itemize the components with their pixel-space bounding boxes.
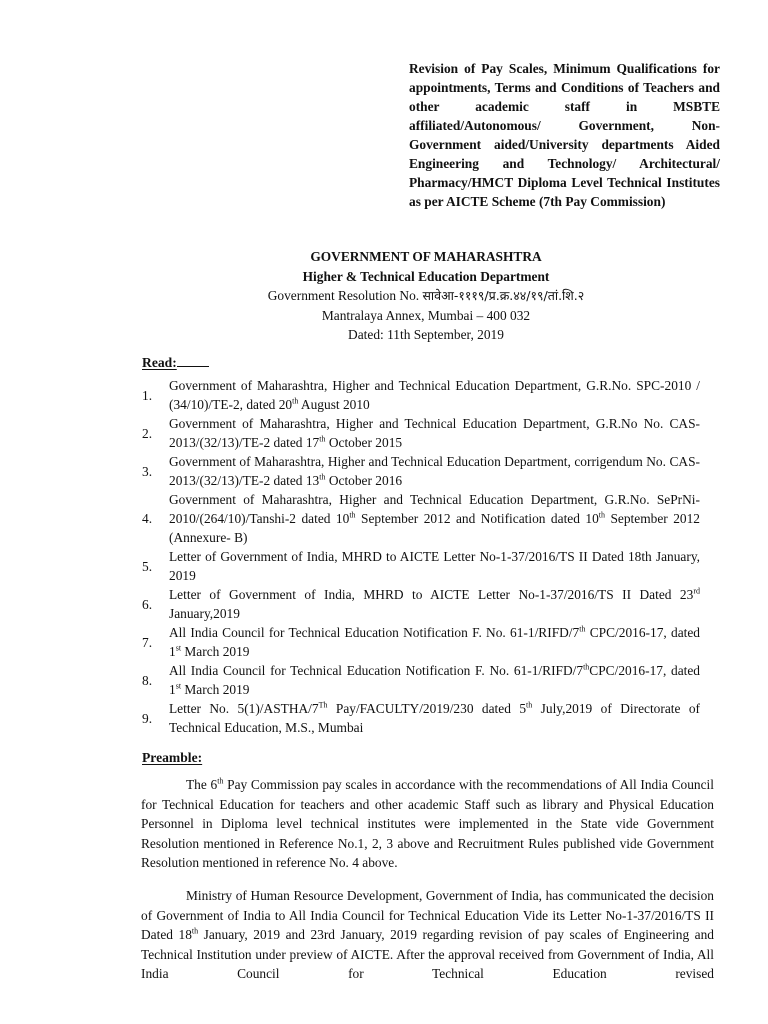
superscript: th [579, 624, 586, 634]
reference-item [140, 699, 700, 737]
reference-text [169, 490, 700, 547]
preamble-paragraph-2 [141, 886, 714, 984]
document-header [140, 247, 712, 345]
text-run: January, 2019 and 23rd January, 2019 regarding revision of pay scales of Engineering and Technical Institution under preview of AICTE. After the approval received from Government of India, All India Council for Technical Education revised [141, 927, 714, 982]
reference-item [140, 452, 700, 490]
text-run: October 2016 [325, 473, 403, 488]
reference-number: 1. [142, 387, 153, 403]
reference-text [169, 376, 700, 414]
text-run: October 2015 [325, 435, 403, 450]
reference-text [169, 547, 700, 585]
text-run: Government of Maharashtra, Higher and Technical Education Department, G.R.No. SePrNi-2010/(264/10)/Tanshi-2 dated 10 [169, 492, 700, 526]
government-name: GOVERNMENT OF MAHARASHTRA [310, 249, 542, 264]
text-run: January,2019 [169, 606, 240, 621]
text-run: Ministry of Human Resource Development, Government of India, has communicated the decision of Government of India to All India Council for Technical Education Vide its Letter No-1-37/2016/TS II Dated 18 [141, 888, 714, 943]
text-run: All India Council for Technical Education Notification F. No. 61-1/RIFD/7 [169, 663, 584, 678]
text-run: July,2019 of Directorate of Technical Education, M.S., Mumbai [169, 701, 701, 735]
reference-number: 6. [142, 596, 153, 612]
superscript: rd [693, 586, 700, 596]
text-run: March 2019 [181, 682, 250, 697]
reference-number: 8. [142, 672, 153, 688]
reference-text [169, 623, 700, 661]
text-run: March 2019 [181, 644, 250, 659]
text-run: CPC/2016-17, dated 1 [169, 663, 700, 697]
office-address: Mantralaya Annex, Mumbai – 400 032 [321, 307, 531, 323]
department-name: Higher & Technical Education Department [302, 268, 550, 284]
text-run: September 2012 and Notification dated 10 [355, 511, 599, 526]
reference-text [169, 699, 700, 737]
superscript: st [175, 643, 182, 653]
superscript: th [349, 510, 356, 520]
reference-text [169, 452, 700, 490]
read-heading-text: Read: [142, 355, 177, 370]
resolution-date: Dated: 11th September, 2019 [348, 327, 504, 342]
resolution-subject: Revision of Pay Scales, Minimum Qualifications for appointments, Terms and Conditions of Teachers and other academic staff in MSBTE affiliated/Autonomous/ Government, Non-Government aided/University departments Aided Engineering and Technology/ Architectural/ Pharmacy/HMCT Diploma Level Technical Institutes as per AICTE Scheme (7th Pay Commission) [409, 61, 720, 209]
text-run: August 2010 [298, 397, 370, 412]
read-heading-underline [177, 355, 209, 367]
read-heading [142, 355, 209, 371]
reference-number: 7. [142, 634, 153, 650]
reference-item [140, 414, 700, 452]
reference-item [140, 585, 700, 623]
resolution-number-line [140, 286, 712, 306]
superscript: th [217, 776, 224, 786]
text-run: Pay Commission pay scales in accordance with the recommendations of All India Council for Technical Education for teachers and other academic Staff such as library and Physical Education Personnel in Diploma level technical institutes were implemented in the State vide Government Resolution mentioned in Reference No.1, 2, 3 above and Recruitment Rules published vide Government Resolution mentioned in reference No. 4 above. [141, 777, 714, 871]
superscript: Th [318, 700, 328, 710]
reference-text [169, 661, 700, 699]
text-run: CPC/2016-17, dated 1 [169, 625, 701, 659]
resolution-prefix: Government Resolution No. [267, 288, 420, 303]
reference-list [140, 376, 700, 737]
superscript: th [583, 662, 590, 672]
reference-text [169, 585, 700, 623]
reference-item [140, 547, 700, 585]
reference-item [140, 623, 700, 661]
text-run: All India Council for Technical Education Notification F. No. 61-1/RIFD/7 [169, 625, 580, 640]
reference-number: 2. [142, 425, 153, 441]
text-run: Pay/FACULTY/2019/230 dated 5 [327, 701, 527, 716]
superscript: th [319, 434, 326, 444]
text-run: Letter of Government of India, MHRD to AICTE Letter No-1-37/2016/TS II Dated 23 [169, 587, 694, 602]
reference-text [169, 414, 700, 452]
reference-number: 9. [142, 710, 153, 726]
preamble-paragraph-1 [141, 775, 714, 873]
superscript: th [598, 510, 606, 520]
superscript: th [526, 700, 533, 710]
reference-number: 5. [142, 558, 153, 574]
superscript: th [191, 926, 199, 936]
reference-number: 4. [142, 511, 153, 526]
text-run: Government of Maharashtra, Higher and Technical Education Department, G.R.No No. CAS-2013/(32/13)/TE-2 dated 17 [169, 416, 700, 450]
text-run: September 2012 (Annexure- B) [169, 511, 700, 545]
text-run: Government of Maharashtra, Higher and Technical Education Department, G.R.No. SPC-2010 / (34/10)/TE-2, dated 20 [169, 378, 700, 412]
superscript: th [292, 396, 299, 406]
reference-number: 3. [142, 463, 153, 479]
superscript: st [175, 681, 182, 691]
reference-item [140, 490, 700, 547]
text-run: Letter of Government of India, MHRD to AICTE Letter No-1-37/2016/TS II Dated 18th January, 2019 [169, 549, 700, 583]
text-run: The 6 [186, 777, 218, 792]
reference-item [140, 661, 700, 699]
resolution-number: सावेआ-१११९/प्र.क्र.४४/१९/तां.शि.२ [422, 288, 585, 303]
superscript: th [319, 472, 326, 482]
text-run: Letter No. 5(1)/ASTHA/7 [169, 701, 319, 716]
text-run: Government of Maharashtra, Higher and Technical Education Department, corrigendum No. CAS-2013/(32/13)/TE-2 dated 13 [169, 454, 700, 488]
reference-item [140, 376, 700, 414]
preamble-heading: Preamble: [142, 750, 203, 765]
